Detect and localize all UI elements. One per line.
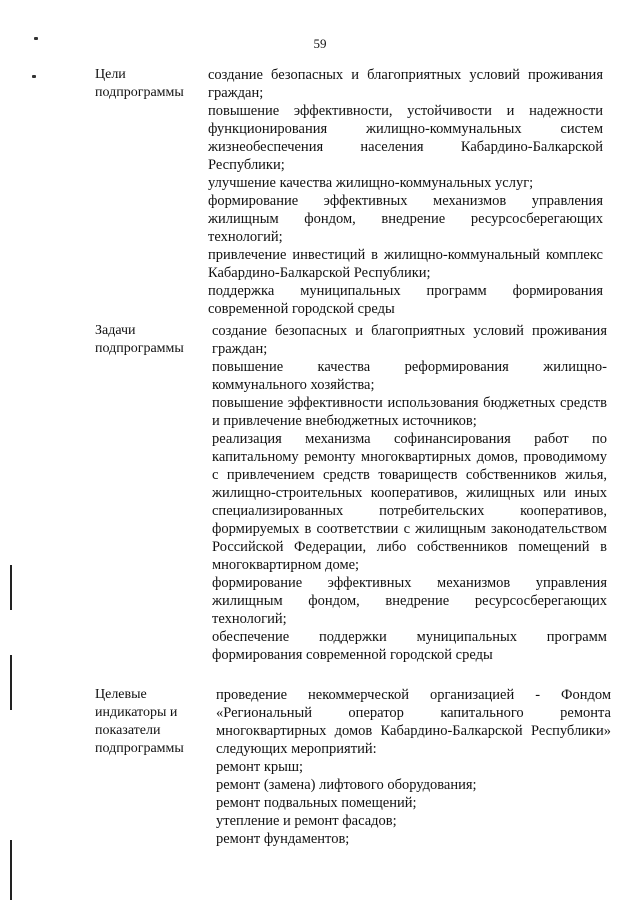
section-label [95, 66, 205, 102]
section-label-line: индикаторы и [95, 705, 178, 720]
scan-mark [10, 655, 12, 710]
list-item: проведение некоммерческой организацией - Фондом «Региональный оператор капитального ремонта многоквартирных домов Кабардино-Балкарской Республики» следующих мероприятий: [216, 687, 611, 757]
list-item: ремонт (замена) лифтового оборудования; [216, 777, 477, 793]
list-item: повышение эффективности, устойчивости и надежности функционирования жилищно-коммунальных систем жизнеобеспечения населения Кабардино-Балкарской Республики; [208, 103, 603, 173]
list-item: утепление и ремонт фасадов; [216, 813, 397, 829]
list-item: формирование эффективных механизмов управления жилищным фондом, внедрение ресурсосберегающих технологий; [208, 193, 603, 245]
section-label-line: Задачи [95, 323, 136, 338]
section-label-line: подпрограммы [95, 85, 184, 100]
list-item: формирование эффективных механизмов управления жилищным фондом, внедрение ресурсосберегающих технологий; [212, 575, 607, 627]
page-number: 59 [313, 36, 327, 51]
section-label-line: подпрограммы [95, 741, 184, 756]
list-item: ремонт фундаментов; [216, 831, 350, 847]
section-content [216, 686, 611, 848]
section-content [208, 66, 603, 318]
scan-mark [34, 37, 38, 40]
scan-mark [10, 565, 12, 610]
list-item: ремонт крыш; [216, 759, 304, 775]
section-content [212, 322, 607, 664]
section-label-line: подпрограммы [95, 341, 184, 356]
list-item: привлечение инвестиций в жилищно-коммунальный комплекс Кабардино-Балкарской Республики; [208, 247, 603, 281]
list-item: поддержка муниципальных программ формирования современной городской среды [208, 283, 603, 317]
list-item: повышение качества реформирования жилищно-коммунального хозяйства; [212, 359, 607, 393]
section-label [95, 322, 205, 358]
list-item: реализация механизма софинансирования работ по капитальному ремонту многоквартирных домов, проводимому с привлечением средств товариществ собственников жилья, жилищно-строительных кооперативов, жилищных или иных специализированных потребительских кооперативов, формируемых в соответствии с жилищным законодательством Российской Федерации, либо собственников помещений в многоквартирном доме; [212, 431, 607, 573]
list-item: улучшение качества жилищно-коммунальных услуг; [208, 175, 534, 191]
list-item: обеспечение поддержки муниципальных программ формирования современной городской среды [212, 629, 607, 663]
section-label-line: Цели [95, 67, 126, 82]
list-item: создание безопасных и благоприятных условий проживания граждан; [212, 323, 607, 357]
list-item: ремонт подвальных помещений; [216, 795, 417, 811]
list-item: повышение эффективности использования бюджетных средств и привлечение внебюджетных источников; [212, 395, 607, 429]
section-label-line: Целевые [95, 687, 147, 702]
list-item: создание безопасных и благоприятных условий проживания граждан; [208, 67, 603, 101]
scan-mark [32, 75, 36, 78]
section-label [95, 686, 205, 758]
scan-mark [10, 840, 12, 900]
section-label-line: показатели [95, 723, 161, 738]
